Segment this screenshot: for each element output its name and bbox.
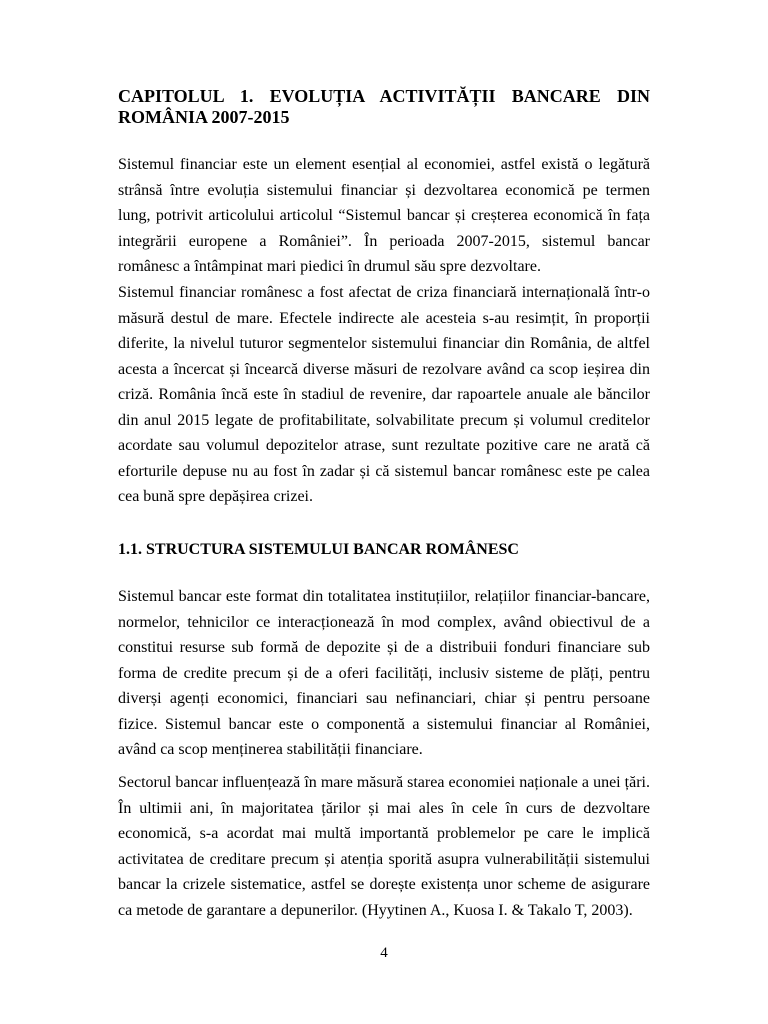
section-title: 1.1. STRUCTURA SISTEMULUI BANCAR ROMÂNESC — [118, 541, 519, 558]
section-paragraph-1: Sistemul bancar este format din totalitatea instituțiilor, relațiilor financiar-bancare, normelor, tehnicilor ce interacționează în mod complex, având obiectivul de a constitui resurse sub formă de depozite și de a distribuii fonduri financiare sub forma de credite precum și de a oferi facilități, inclusiv sisteme de plăți, pentru diverși agenți economici, financiari sau nefinanciari, chiar și pentru persoane fizice. Sistemul bancar este o componentă a sistemului financiar al României, având ca scop menținerea stabilității financiare. — [118, 588, 650, 758]
section-paragraph-2: Sectorul bancar influențează în mare măsură starea economiei naționale a unei țări. În ultimii ani, în majoritatea țărilor și mai ales în cele în curs de dezvoltare economică, s-a acordat mai multă importantă problemelor pe care le implică activitatea de creditare precum și atenția sporită asupra vulnerabilității sistemului bancar la crizele sistematice, astfel se dorește existența unor scheme de asigurare ca metode de garantare a depunerilor. (Hyytinen A., Kuosa I. & Takalo T, 2003). — [118, 774, 650, 919]
intro-paragraph-1: Sistemul financiar este un element esențial al economiei, astfel există o legătură strânsă între evoluția sistemului financiar și dezvoltarea economică pe termen lung, potrivit articolului articolul “Sistemul bancar și creșterea economică în fața integrării europene a României”. În perioada 2007-2015, sistemul bancar românesc a întâmpinat mari piedici în drumul său spre dezvoltare. — [118, 156, 650, 275]
page-number: 4 — [380, 945, 388, 961]
intro-paragraph-2: Sistemul financiar românesc a fost afectat de criza financiară internațională într-o măsură destul de mare. Efectele indirecte ale acesteia s-au resimțit, în proporții diferite, la nivelul tuturor segmentelor sistemului financiar din România, de altfel acesta a încercat și încearcă diverse măsuri de rezolvare având ca scop ieșirea din criză. România încă este în stadiul de revenire, dar rapoartele anuale ale băncilor din anul 2015 legate de profitabilitate, solvabilitate precum și volumul creditelor acordate sau volumul depozitelor atrase, sunt rezultate pozitive care ne arată că eforturile depuse nu au fost în zadar și că sistemul bancar românesc este pe calea cea bună spre depășirea crizei. — [118, 284, 650, 505]
chapter-title: CAPITOLUL 1. EVOLUȚIA ACTIVITĂȚII BANCARE DIN ROMÂNIA 2007-2015 — [118, 86, 650, 127]
